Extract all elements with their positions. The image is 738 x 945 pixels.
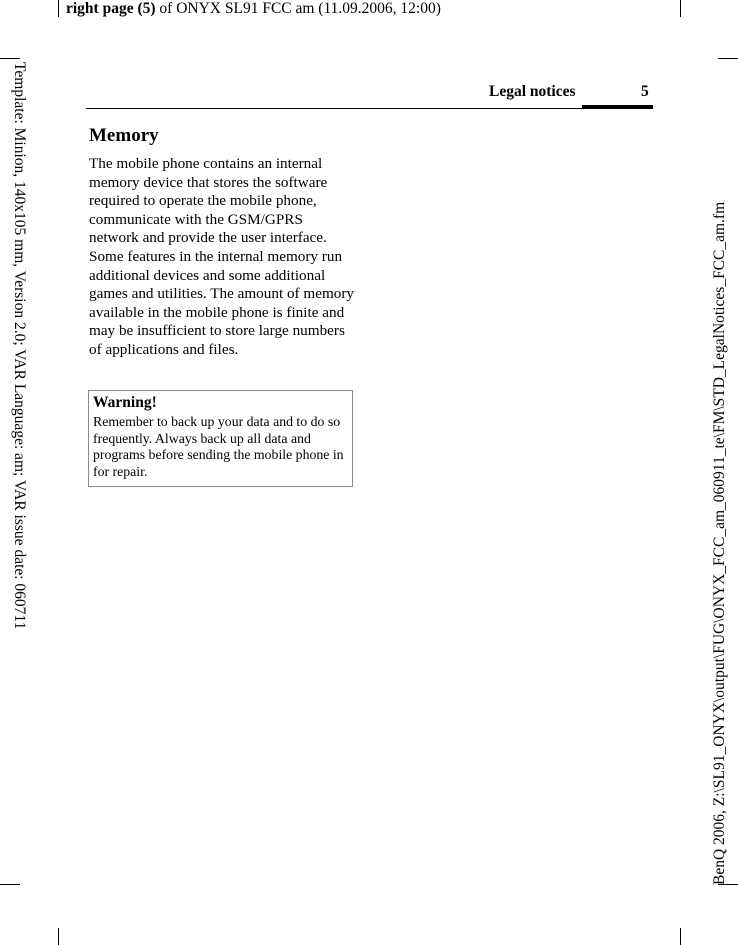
print-header [66, 0, 441, 18]
running-header-title: Legal notices [489, 83, 576, 100]
crop-mark [680, 0, 681, 17]
crop-mark [58, 928, 59, 945]
warning-title: Warning! [93, 394, 157, 411]
file-path-info: BenQ 2006, Z:\SL91_ONYX\output\FUG\ONYX_FCC_am_060911_te\FM\STD_LegalNotices_FCC_am.fm [711, 201, 728, 885]
memory-paragraph: The mobile phone contains an internal memory device that stores the software required to operate the mobile phone, communicate with the GSM/GPRS network and provide the user interface. Some features in the internal memory run additional devices and some additional games and utilities. The amount of memory available in the mobile phone is finite and may be insufficient to store large numbers of applications and files. [89, 155, 355, 358]
warning-text: Remember to back up your data and to do so frequently. Always back up all data and programs before sending the mobile phone in for repair. [93, 414, 344, 479]
crop-mark [0, 58, 20, 59]
crop-mark [0, 884, 20, 885]
header-rule [86, 108, 653, 109]
crop-mark [718, 58, 738, 59]
warning-box [88, 390, 353, 487]
template-info: Template: Minion, 140x105 mm, Version 2.0; VAR Language: am; VAR issue date: 060711 [11, 62, 28, 630]
print-header-details: of ONYX SL91 FCC am (11.09.2006, 12:00) [155, 0, 441, 17]
crop-mark [680, 928, 681, 945]
print-header-page: right page (5) [66, 0, 156, 17]
page-number-bar [582, 105, 653, 109]
section-heading: Memory [89, 125, 159, 146]
page-number: 5 [641, 83, 649, 100]
crop-mark [58, 0, 59, 17]
